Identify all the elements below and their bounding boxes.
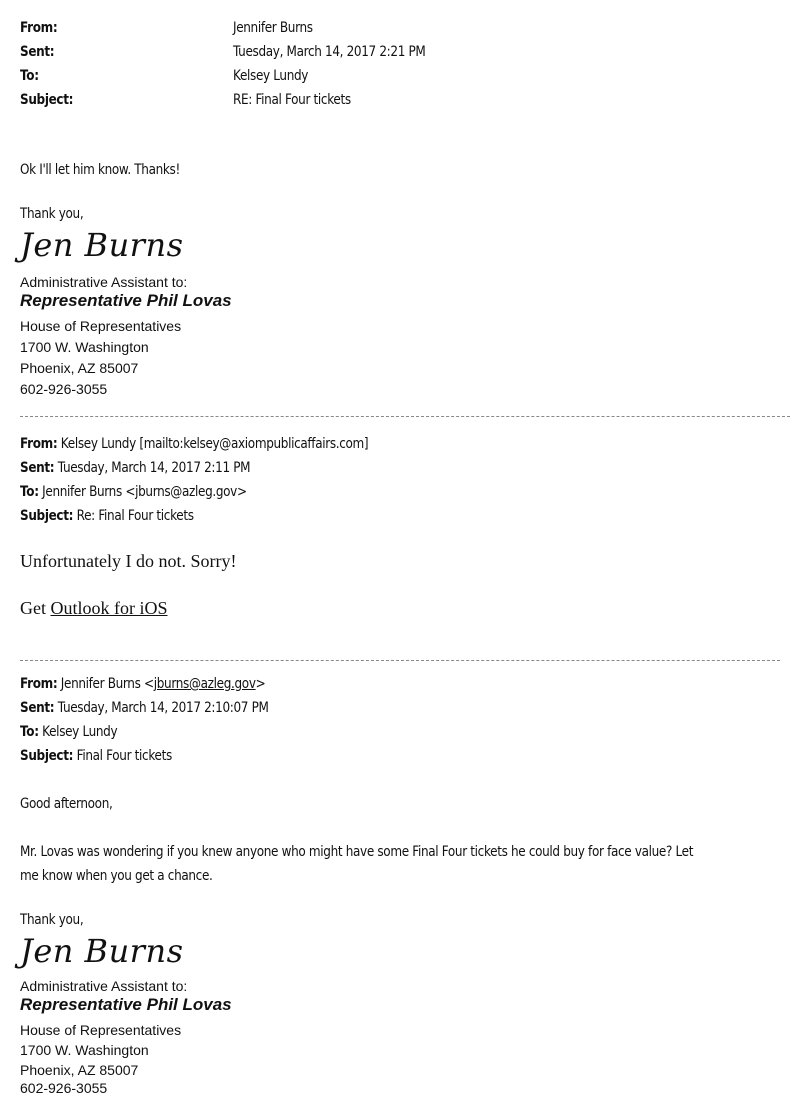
signature-street: 1700 W. Washington <box>20 1042 149 1058</box>
reply-body: Ok I'll let him know. Thanks! <box>20 162 180 178</box>
msg3-from-name: Jennifer Burns < <box>60 676 154 692</box>
signature-street: 1700 W. Washington <box>20 339 149 355</box>
msg2-to-value: Jennifer Burns <jburns@azleg.gov> <box>42 484 247 500</box>
msg3-sent-value: Tuesday, March 14, 2017 2:10:07 PM <box>57 700 269 716</box>
msg3-to-value: Kelsey Lundy <box>42 724 118 740</box>
signature-org: House of Representatives <box>20 318 182 334</box>
msg3-from-line <box>20 676 265 692</box>
msg3-from-suffix: > <box>255 676 266 692</box>
msg3-to-label: To: <box>20 724 39 740</box>
signature-rep: Representative Phil Lovas <box>20 291 232 310</box>
divider <box>20 416 790 417</box>
msg3-sent-line <box>20 700 269 716</box>
subject-label: Subject: <box>20 92 74 108</box>
signature-role: Administrative Assistant to: <box>20 274 188 290</box>
msg3-body-line: Mr. Lovas was wondering if you knew anyone who might have some Final Four tickets he could buy for face value? Let <box>20 844 694 860</box>
to-label: To: <box>20 68 39 84</box>
msg3-closing: Thank you, <box>20 912 84 928</box>
reply-closing: Thank you, <box>20 206 84 222</box>
signature-phone: 602-926-3055 <box>20 1080 108 1096</box>
msg2-subject-label: Subject: <box>20 508 74 524</box>
signature-name: Jen Burns <box>20 226 184 264</box>
signature-role: Administrative Assistant to: <box>20 978 188 994</box>
signature-city: Phoenix, AZ 85007 <box>20 1062 139 1078</box>
msg2-from-line <box>20 436 368 452</box>
signature-phone: 602-926-3055 <box>20 381 108 397</box>
signature-name: Jen Burns <box>20 932 184 970</box>
to-value: Kelsey Lundy <box>233 68 309 84</box>
from-label: From: <box>20 20 58 36</box>
msg2-to-label: To: <box>20 484 39 500</box>
msg3-from-label: From: <box>20 676 58 692</box>
msg2-subject-line <box>20 508 194 524</box>
msg3-body-line: me know when you get a chance. <box>20 868 213 884</box>
msg2-sent-label: Sent: <box>20 460 55 476</box>
divider <box>20 660 780 661</box>
msg3-greeting: Good afternoon, <box>20 796 113 812</box>
signature-rep: Representative Phil Lovas <box>20 995 232 1014</box>
get-prefix: Get <box>20 598 51 618</box>
msg2-from-value: Kelsey Lundy [mailto:kelsey@axiompublicaffairs.com] <box>60 436 369 452</box>
signature-org: House of Representatives <box>20 1022 182 1038</box>
msg2-sent-value: Tuesday, March 14, 2017 2:11 PM <box>57 460 251 476</box>
msg3-to-line <box>20 724 117 740</box>
subject-value: RE: Final Four tickets <box>233 92 351 108</box>
msg2-body: Unfortunately I do not. Sorry! <box>20 551 237 571</box>
sent-label: Sent: <box>20 44 55 60</box>
from-value: Jennifer Burns <box>233 20 313 36</box>
msg2-to-line <box>20 484 247 500</box>
msg3-subject-label: Subject: <box>20 748 74 764</box>
outlook-ios-link[interactable]: Outlook for iOS <box>50 598 168 618</box>
msg3-sent-label: Sent: <box>20 700 55 716</box>
msg2-get-outlook <box>20 598 168 619</box>
sent-value: Tuesday, March 14, 2017 2:21 PM <box>233 44 426 60</box>
msg3-subject-value: Final Four tickets <box>76 748 172 764</box>
msg3-subject-line <box>20 748 172 764</box>
msg2-subject-value: Re: Final Four tickets <box>76 508 194 524</box>
msg2-sent-line <box>20 460 250 476</box>
msg2-from-label: From: <box>20 436 58 452</box>
signature-city: Phoenix, AZ 85007 <box>20 360 139 376</box>
msg3-from-email-link[interactable]: jburns@azleg.gov <box>153 676 256 692</box>
